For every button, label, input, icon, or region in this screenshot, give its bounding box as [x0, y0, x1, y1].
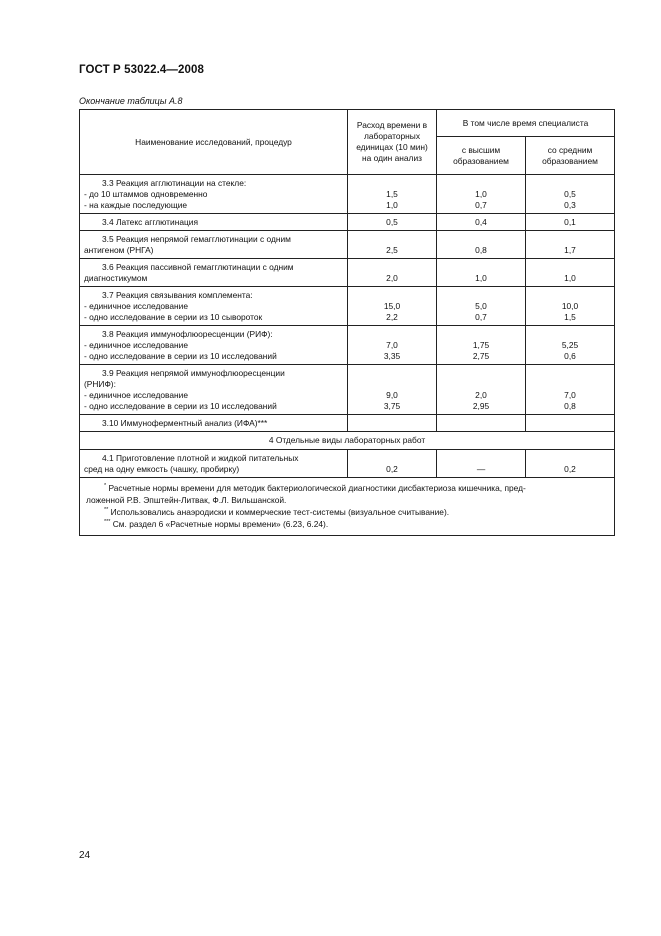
secondary-value [526, 415, 615, 432]
row-name: 3.4 Латекс агглютинация [80, 214, 348, 231]
table-row [80, 231, 615, 259]
data-table [79, 109, 615, 536]
higher-value: — [437, 450, 526, 478]
time-value: 2,5 [348, 231, 437, 259]
page-number: 24 [79, 850, 91, 861]
note-2: ** Использовались анаэродиски и коммерческие тест-системы (визуальное считывание). [104, 507, 450, 517]
secondary-value: 10,0 1,5 [526, 287, 615, 326]
note-1-continuation: ложенной Р.В. Эпштейн-Литвак, Ф.Л. Вильшанской. [86, 495, 287, 505]
note-3: *** См. раздел 6 «Расчетные нормы времени» (6.23, 6.24). [104, 519, 329, 529]
row-name: 3.9 Реакция непрямой иммунофлюоресценции (РНИФ): - единичное исследование - одно исследование в серии из 10 исследований [80, 365, 348, 415]
table-row [80, 415, 615, 432]
section-heading-row [80, 432, 615, 450]
row-name: 3.7 Реакция связывания комплемента: - единичное исследование - одно исследование в серии из 10 сывороток [80, 287, 348, 326]
header-row-1 [80, 110, 615, 137]
table-row [80, 287, 615, 326]
secondary-value: 0,5 0,3 [526, 175, 615, 214]
time-value: 7,0 3,35 [348, 326, 437, 365]
header-higher-education: с высшим образованием [437, 137, 526, 175]
document-header: ГОСТ Р 53022.4—2008 [79, 64, 204, 76]
secondary-value: 1,0 [526, 259, 615, 287]
table-notes [80, 478, 615, 536]
row-name: 3.5 Реакция непрямой гемагглютинации с одним антигеном (РНГА) [80, 231, 348, 259]
secondary-value: 1,7 [526, 231, 615, 259]
table-row [80, 365, 615, 415]
time-value: 9,0 3,75 [348, 365, 437, 415]
higher-value [437, 415, 526, 432]
time-value [348, 415, 437, 432]
higher-value: 5,0 0,7 [437, 287, 526, 326]
time-value: 15,0 2,2 [348, 287, 437, 326]
higher-value: 1,0 0,7 [437, 175, 526, 214]
header-specialist: В том числе время специалиста [437, 110, 615, 137]
note-1: * Расчетные нормы времени для методик бактериологической диагностики дисбактериоза кишечника, пред- [104, 483, 526, 493]
row-name: 3.8 Реакция иммунофлюоресценции (РИФ): - единичное исследование - одно исследование в серии из 10 исследований [80, 326, 348, 365]
higher-value: 1,75 2,75 [437, 326, 526, 365]
section-heading: 4 Отдельные виды лабораторных работ [80, 432, 615, 450]
table-caption: Окончание таблицы А.8 [79, 96, 183, 106]
row-name: 3.6 Реакция пассивной гемагглютинации с одним диагностикумом [80, 259, 348, 287]
time-value: 1,5 1,0 [348, 175, 437, 214]
secondary-value: 5,25 0,6 [526, 326, 615, 365]
table-row [80, 259, 615, 287]
table-row [80, 214, 615, 231]
table-row [80, 326, 615, 365]
header-secondary-education: со средним образованием [526, 137, 615, 175]
header-name: Наименование исследований, процедур [80, 110, 348, 175]
time-value: 0,2 [348, 450, 437, 478]
table-row [80, 450, 615, 478]
notes-row [80, 478, 615, 536]
header-time: Расход времени в лабораторных единицах (10 мин) на один анализ [348, 110, 437, 175]
time-value: 2,0 [348, 259, 437, 287]
row-name: 4.1 Приготовление плотной и жидкой питательных сред на одну емкость (чашку, пробирку) [80, 450, 348, 478]
row-name: 3.10 Иммуноферментный анализ (ИФА)*** [80, 415, 348, 432]
secondary-value: 0,1 [526, 214, 615, 231]
secondary-value: 0,2 [526, 450, 615, 478]
higher-value: 0,8 [437, 231, 526, 259]
secondary-value: 7,0 0,8 [526, 365, 615, 415]
higher-value: 0,4 [437, 214, 526, 231]
time-value: 0,5 [348, 214, 437, 231]
table-row [80, 175, 615, 214]
higher-value: 2,0 2,95 [437, 365, 526, 415]
row-name: 3.3 Реакция агглютинации на стекле: - до 10 штаммов одновременно - на каждые последующие [80, 175, 348, 214]
higher-value: 1,0 [437, 259, 526, 287]
